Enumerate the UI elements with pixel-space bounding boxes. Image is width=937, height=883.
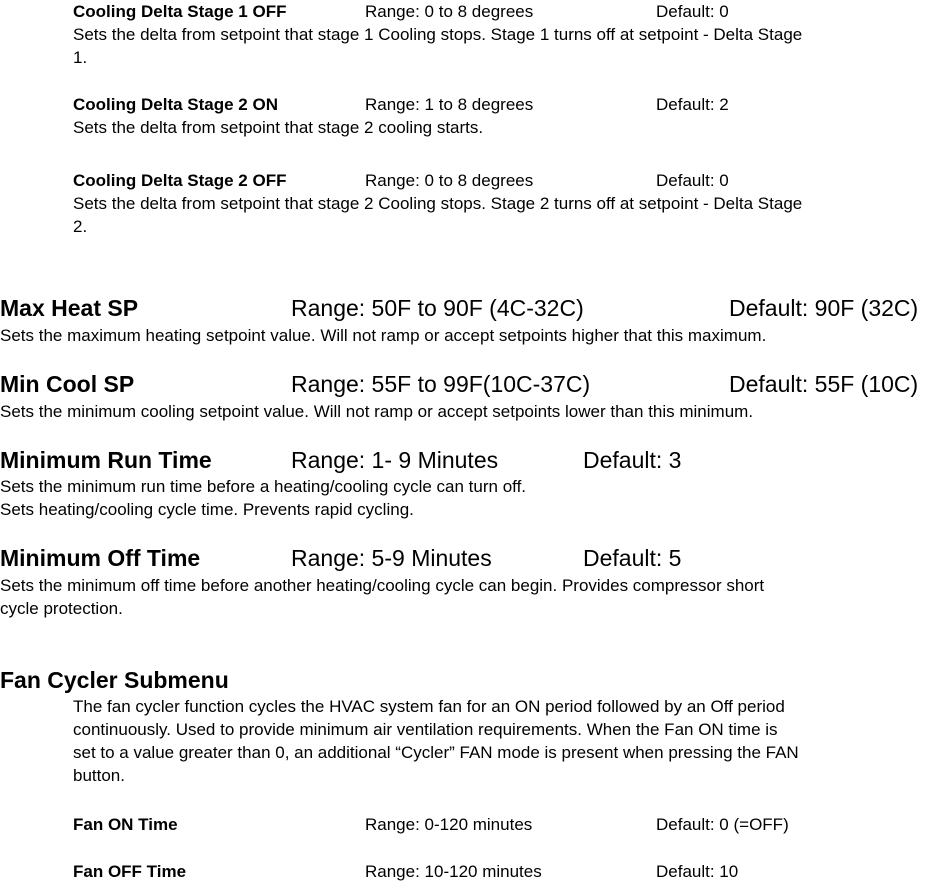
setting-range: Range: 50F to 90F (4C-32C) [291,295,584,321]
section-paragraph: continuously. Used to provide minimum air ventilation requirements. When the Fan ON time is [73,720,778,739]
setting-description: cycle protection. [0,599,123,618]
setting-name: Cooling Delta Stage 2 ON [73,95,278,114]
setting-default: Default: 2 [656,95,729,114]
setting-heading: Min Cool SP [0,371,135,397]
setting-description: Sets the delta from setpoint that stage 2 Cooling stops. Stage 2 turns off at setpoint - Delta Stage [73,194,803,213]
setting-description: Sets the delta from setpoint that stage 2 cooling starts. [73,118,484,137]
setting-description: 1. [73,48,88,67]
setting-default: Default: 5 [583,545,682,571]
setting-default: Default: 90F (32C) [729,295,919,321]
section-title: Fan Cycler Submenu [0,667,229,693]
setting-description: 2. [73,217,88,236]
section-paragraph: button. [73,766,125,785]
setting-description: Sets heating/cooling cycle time. Prevents rapid cycling. [0,500,414,519]
setting-default: Default: 0 [656,2,729,21]
setting-default: Default: 0 (=OFF) [656,815,789,834]
setting-name: Fan OFF Time [73,862,187,881]
setting-default: Default: 10 [656,862,739,881]
setting-range: Range: 10-120 minutes [365,862,542,881]
setting-description: Sets the maximum heating setpoint value. Will not ramp or accept setpoints higher that this maximum. [0,326,767,345]
setting-heading: Max Heat SP [0,295,139,321]
setting-description: Sets the minimum run time before a heating/cooling cycle can turn off. [0,477,527,496]
setting-description: Sets the minimum off time before another heating/cooling cycle can begin. Provides compressor short [0,576,765,595]
setting-range: Range: 0 to 8 degrees [365,2,534,21]
setting-range: Range: 5-9 Minutes [291,545,492,571]
setting-name: Cooling Delta Stage 1 OFF [73,2,287,21]
setting-heading: Minimum Off Time [0,545,201,571]
setting-default: Default: 0 [656,171,729,190]
setting-default: Default: 3 [583,447,682,473]
section-paragraph: The fan cycler function cycles the HVAC system fan for an ON period followed by an Off period [73,697,785,716]
setting-name: Cooling Delta Stage 2 OFF [73,171,287,190]
setting-range: Range: 0 to 8 degrees [365,171,534,190]
setting-range: Range: 0-120 minutes [365,815,533,834]
setting-description: Sets the minimum cooling setpoint value. Will not ramp or accept setpoints lower than this minimum. [0,402,754,421]
setting-range: Range: 1- 9 Minutes [291,447,499,473]
setting-description: Sets the delta from setpoint that stage 1 Cooling stops. Stage 1 turns off at setpoint - Delta Stage [73,25,803,44]
setting-range: Range: 55F to 99F(10C-37C) [291,371,591,397]
setting-name: Fan ON Time [73,815,178,834]
setting-heading: Minimum Run Time [0,447,212,473]
setting-range: Range: 1 to 8 degrees [365,95,534,114]
section-paragraph: set to a value greater than 0, an additional “Cycler” FAN mode is present when pressing the FAN [73,743,799,762]
setting-default: Default: 55F (10C) [729,371,919,397]
